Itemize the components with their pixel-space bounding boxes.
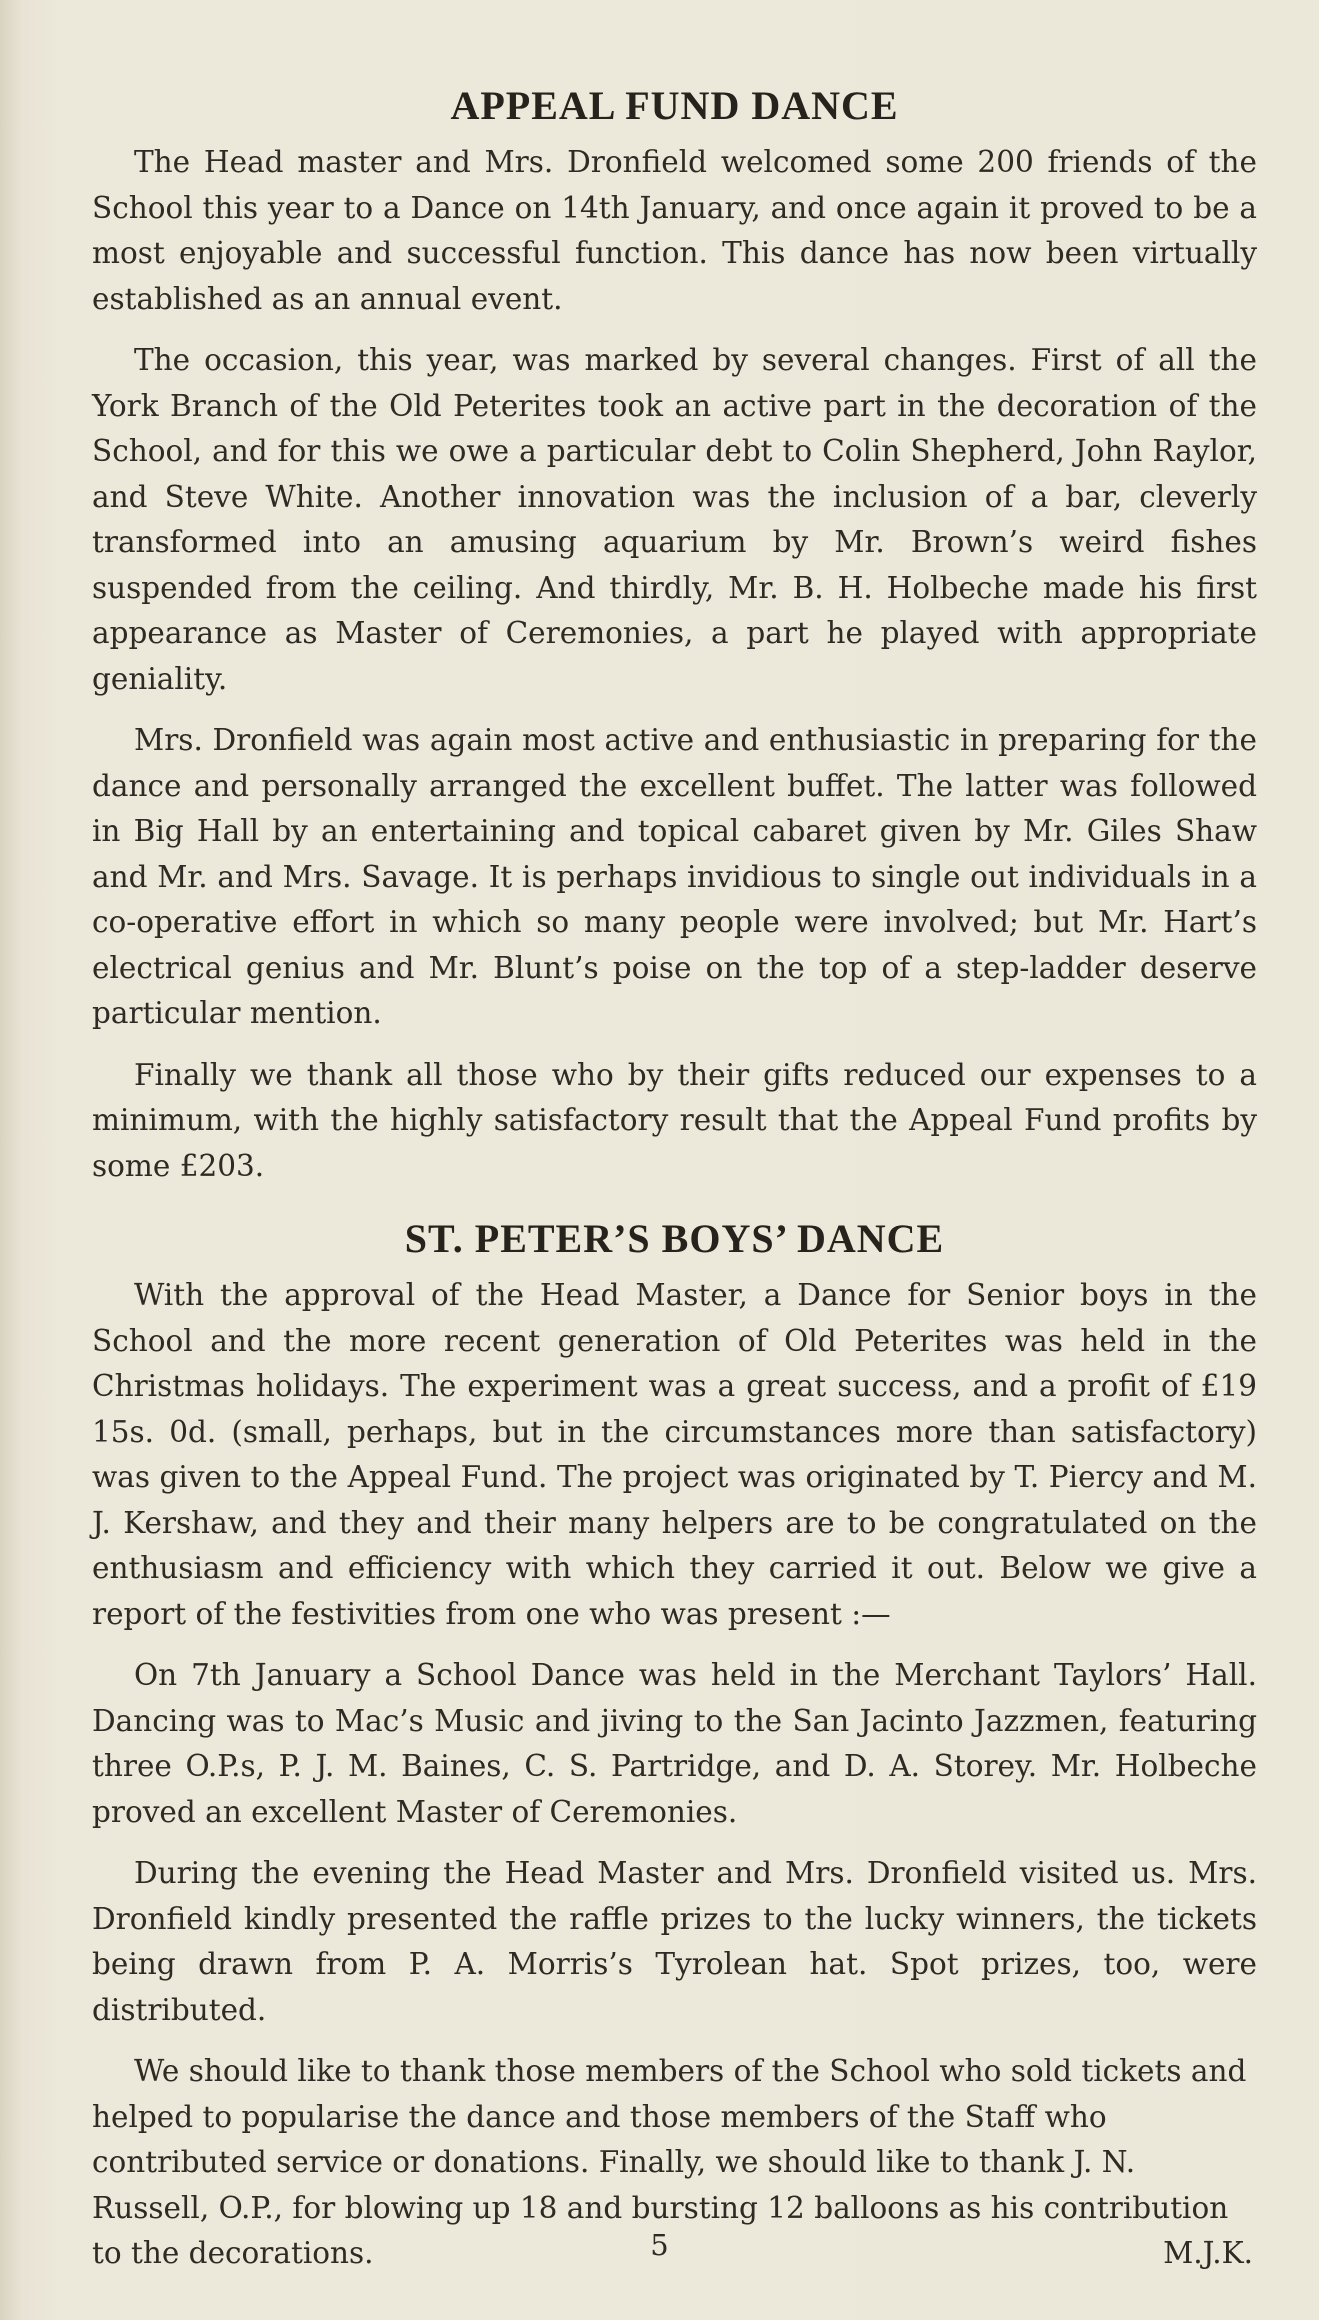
section-heading: APPEAL FUND DANCE bbox=[450, 83, 899, 128]
paragraph: The occasion, this year, was marked by several changes. First of all the York Branch of the Old Peterites took an active part in the decoration of the School, and for this we owe a particular debt to Colin Shepherd, John Raylor, and Steve White. Another innovation was the inclusion of a bar, cleverly transformed into an amusing aquarium by Mr. Brown’s weird fishes suspended from the ceiling. And thirdly, Mr. B. H. Holbeche made his first appearance as Master of Ceremonies, a part he played with appropriate geniality. bbox=[92, 343, 1257, 696]
appeal-fund-dance-section bbox=[92, 78, 1257, 1189]
paragraph: During the evening the Head Master and Mrs. Dronfield visited us. Mrs. Dronfield kindly presented the raffle prizes to the lucky winners, the tickets being drawn from P. A. Morris’s Tyrolean hat. Spot prizes, too, were distributed. bbox=[92, 1856, 1257, 2027]
page-number: 5 bbox=[650, 2228, 669, 2262]
paragraph: Finally we thank all those who by their gifts reduced our expenses to a minimum, with the highly satisfactory result that the Appeal Fund profits by some £203. bbox=[92, 1057, 1257, 1183]
page-content bbox=[92, 78, 1257, 2293]
boys-dance-section bbox=[92, 1211, 1257, 2277]
paragraph: With the approval of the Head Master, a Dance for Senior boys in the School and the more recent generation of Old Peterites was held in the Christmas holidays. The experiment was a great success, and a profit of £19 15s. 0d. (small, perhaps, but in the circumstances more than satisfactory) was given to the Appeal Fund. The project was originated by T. Piercy and M. J. Kershaw, and they and their many helpers are to be congratulated on the enthusiasm and efficiency with which they carried it out. Below we give a report of the festivities from one who was present :— bbox=[92, 1278, 1257, 1631]
paragraph: On 7th January a School Dance was held in the Merchant Taylors’ Hall. Dancing was to Mac’s Music and jiving to the San Jacinto Jazzmen, featuring three O.P.s, P. J. M. Baines, C. S. Partridge, and D. A. Storey. Mr. Holbeche proved an excellent Master of Ceremonies. bbox=[92, 1658, 1257, 1829]
section-heading: ST. PETER’S BOYS’ DANCE bbox=[404, 1216, 945, 1261]
paragraph: Mrs. Dronfield was again most active and enthusiastic in preparing for the dance and personally arranged the excellent buffet. The latter was followed in Big Hall by an entertaining and topical cabaret given by Mr. Giles Shaw and Mr. and Mrs. Savage. It is perhaps invidious to single out individuals in a co-operative effort in which so many people were involved; but Mr. Hart’s electrical genius and Mr. Blunt’s poise on the top of a step-ladder deserve particular mention. bbox=[92, 723, 1257, 1030]
paragraph: The Head master and Mrs. Dronfield welcomed some 200 friends of the School this year to a Dance on 14th January, and once again it proved to be a most enjoyable and successful function. This dance has now been virtually established as an annual event. bbox=[92, 145, 1257, 316]
closing-text: We should like to thank those members of the School who sold tickets and helped to popularise the dance and those members of the Staff who contributed service or donations. Finally, we should like to thank J. N. Russell, O.P., for blowing up 18 and bursting 12 balloons as his contribution to the decorations. bbox=[92, 2054, 1247, 2270]
signature: M.J.K. bbox=[1163, 2236, 1253, 2270]
